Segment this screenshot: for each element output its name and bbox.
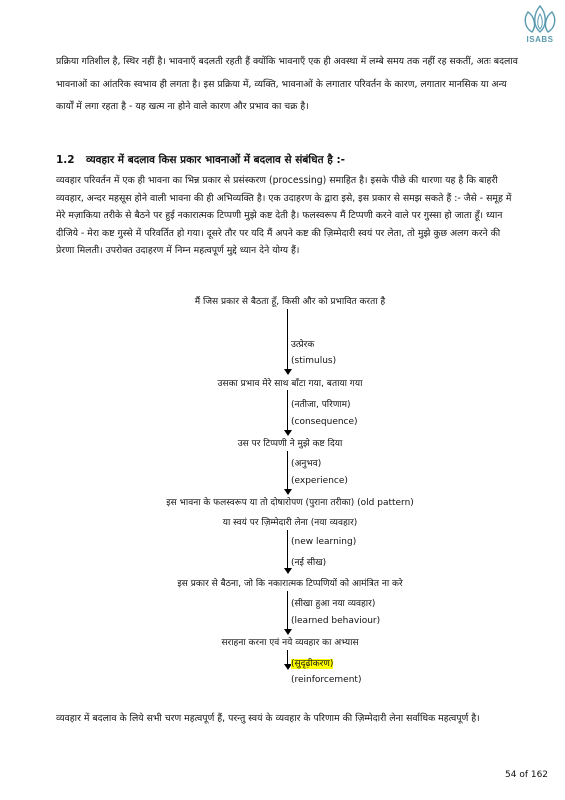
conclusion-paragraph: व्यवहार में बदलाव के लिये सभी चरण महत्वपूर्ण हैं, परन्तु स्वयं के व्यवहार के परिणाम की ज़िम्मेदारी लेना सर्वाधिक महत्वपूर्ण है। [56,713,480,724]
page-number: 54 of 162 [505,770,549,780]
flow-consequence-en: (consequence) [291,417,358,427]
flow-arrow-4 [287,530,288,570]
flow-arrowhead-4 [284,568,292,574]
section-number: 1.2 [56,154,75,166]
section-heading [56,153,526,167]
flow-stimulus-en: (stimulus) [291,356,337,366]
flow-step-3: उस पर टिप्पणी ने मुझे कष्ट दिया [237,439,343,449]
intro-paragraph: प्रक्रिया गतिशील है, स्थिर नहीं है। भावनाएँ बदलती रहती हैं क्योंकि भावनाएँ एक ही अवस्था में लम्बे समय तक नहीं रह सकतीं, अतः बदलाव भावनाओं का आंतरिक स्वभाव ही लगता है। इस प्रक्रिया में, व्यक्ति, भावनाओं के लगातार परिवर्तन के कारण, लगातार मानसिक या अन्य कार्यों में लगा रहता है - यह खत्म ना होने वाले कारण और प्रभाव का चक्र है। [56,56,518,112]
flow-new-learning-en: (new learning) [291,537,357,547]
flow-step-4a: इस भावना के फलस्वरूप या तो दोषारोपण (पुराना तरीका) (old pattern) [166,498,414,508]
section-title: व्यवहार में बदलाव किस प्रकार भावनाओं में बदलाव से संबंधित है :- [86,154,346,166]
flow-step-5: इस प्रकार से बैठना, जो कि नकारात्मक टिप्पणियों को आमंत्रित ना करे [177,579,403,589]
flow-stimulus-hi: उत्प्रेरक [291,340,315,350]
flow-consequence-hi: (नतीजा, परिणाम) [291,400,351,410]
lotus-logo-icon [519,4,561,34]
flow-learned-hi: (सीखा हुआ नया व्यवहार) [291,599,376,609]
isabs-logo [519,4,561,48]
flow-reinforcement-hi: (सुदृढ़ीकरण) [291,659,334,669]
logo-text: ISABS [526,35,554,44]
flow-arrowhead-1 [284,369,292,375]
flow-step-top: मैं जिस प्रकार से बैठता हूँ, किसी और को प्रभावित करता है [194,297,386,307]
flow-arrow-1 [287,309,288,371]
flow-experience-en: (experience) [291,476,348,486]
flow-step-2: उसका प्रभाव मेरे साथ बाँटा गया, बताया गया [217,379,363,389]
flow-reinforcement-en: (reinforcement) [291,675,362,685]
flow-arrow-2 [287,390,288,432]
flow-step-6: सराहना करना एवं नये व्यवहार का अभ्यास [221,638,359,648]
flow-step-4b: या स्वयं पर ज़िम्मेदारी लेना (नया व्यवहार) [222,518,358,528]
flow-arrow-5 [287,591,288,631]
flow-new-learning-hi: (नई सीख) [291,558,327,568]
flow-learned-en: (learned behaviour) [291,616,381,626]
flow-experience-hi: (अनुभव) [291,459,322,469]
explanation-paragraph: व्यवहार परिवर्तन में एक ही भावना का भिन्न प्रकार से प्रसंस्करण (processing) समाहित है। इसके पीछे की धारणा यह है कि बाहरी व्यवहार, अन्दर महसूस होने वाली भावना की ही अभिव्यक्ति है। एक उदाहरण के द्वारा इसे, इस प्रकार से समझ सकते हैं :- जैसे - समूह में मेरे मज़ाकिया तरीके से बैठने पर हुई नकारात्मक टिप्पणी मुझे कष्ट देती है। फलस्वरूप मैं टिप्पणी करने वाले पर गुस्सा हो जाता हूँ। ध्यान दीजिये - मेरा कष्ट गुस्से में परिवर्तित हो गया। दूसरे तौर पर यदि मैं अपने कष्ट की ज़िम्मेदारी स्वयं पर लेता, तो मुझे कुछ अलग करने की प्रेरणा मिलती। उपरोक्त उदाहरण में निम्न महत्वपूर्ण मुद्दे ध्यान देने योग्य हैं। [56,175,512,257]
flow-arrow-3 [287,451,288,491]
